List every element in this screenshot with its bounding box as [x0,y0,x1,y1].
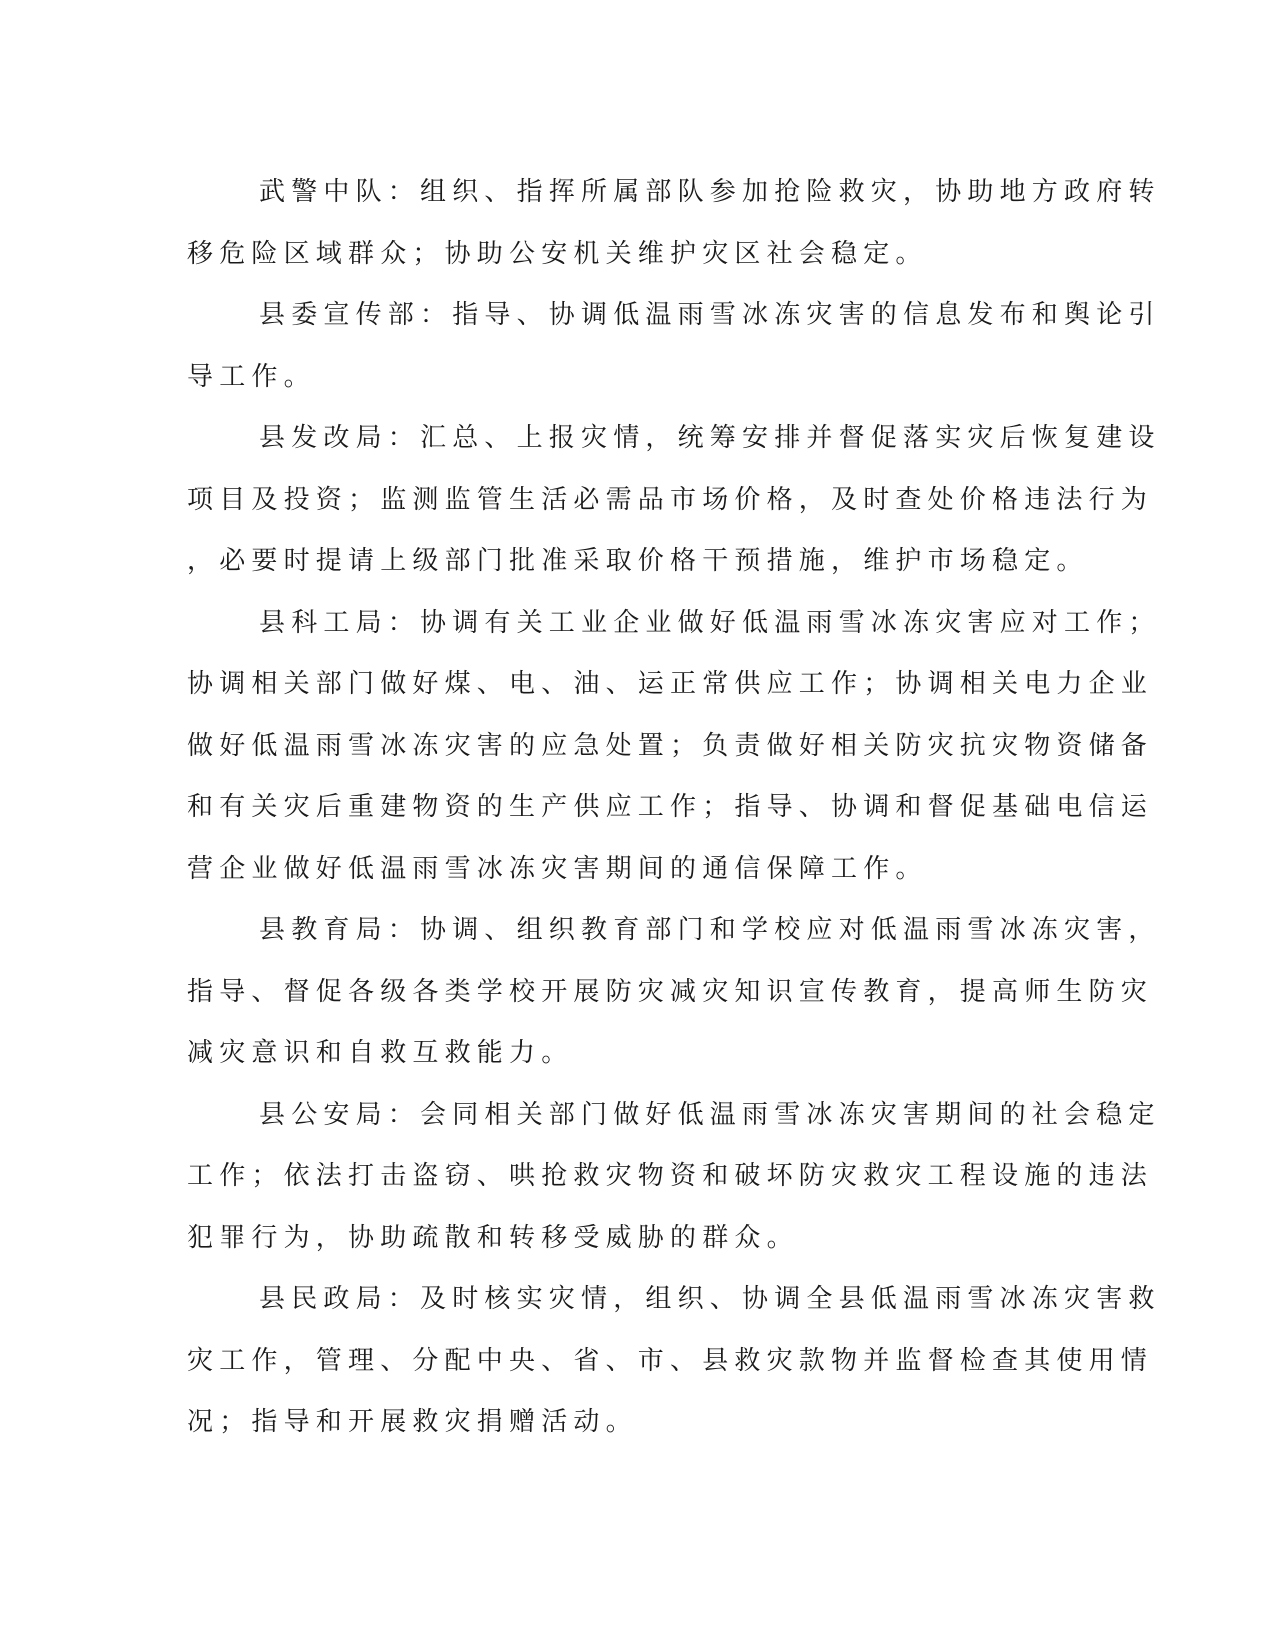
text-line: 县公安局：会同相关部门做好低温雨雪冰冻灾害期间的社会稳定 [259,1099,1161,1130]
paragraph-education-bureau [187,900,1161,1085]
text-line: 协调相关部门做好煤、电、油、运正常供应工作；协调相关电力企业 [187,669,1154,699]
paragraph-civil-affairs-bureau [187,1269,1161,1454]
text-line: 犯罪行为，协助疏散和转移受威胁的群众。 [187,1222,799,1253]
text-line: 指导、督促各级各类学校开展防灾减灾知识宣传教育，提高师生防灾 [187,976,1154,1007]
text-line: 县民政局：及时核实灾情，组织、协调全县低温雨雪冰冻灾害救 [259,1284,1161,1314]
text-line: 县科工局：协调有关工业企业做好低温雨雪冰冻灾害应对工作； [259,607,1161,638]
text-line: 县发改局：汇总、上报灾情，统筹安排并督促落实灾后恢复建设 [259,423,1161,453]
text-line: 项目及投资；监测监管生活必需品市场价格，及时查处价格违法行为 [187,484,1154,515]
paragraph-armed-police [187,162,1161,285]
text-line: 移危险区域群众；协助公安机关维护灾区社会稳定。 [187,238,928,269]
text-line: 灾工作，管理、分配中央、省、市、县救灾款物并监督检查其使用情 [187,1345,1154,1376]
text-line: 工作；依法打击盗窃、哄抢救灾物资和破坏防灾救灾工程设施的违法 [187,1161,1154,1191]
paragraph-propaganda-dept [187,285,1161,408]
text-line: ，必要时提请上级部门批准采取价格干预措施，维护市场稳定。 [187,546,1089,576]
text-line: 县委宣传部：指导、协调低温雨雪冰冻灾害的信息发布和舆论引 [259,300,1161,330]
text-line: 做好低温雨雪冰冻灾害的应急处置；负责做好相关防灾抗灾物资储备 [187,730,1154,761]
text-line: 况；指导和开展救灾捐赠活动。 [187,1407,638,1437]
text-line: 营企业做好低温雨雪冰冻灾害期间的通信保障工作。 [187,853,928,884]
paragraph-science-industry-bureau [187,593,1161,901]
paragraph-public-security-bureau [187,1085,1161,1270]
text-line: 县教育局：协调、组织教育部门和学校应对低温雨雪冰冻灾害， [259,915,1161,945]
document-body [187,162,1161,1454]
paragraph-development-reform-bureau [187,408,1161,593]
text-line: 和有关灾后重建物资的生产供应工作；指导、协调和督促基础电信运 [187,792,1154,822]
text-line: 导工作。 [187,361,316,392]
text-line: 武警中队：组织、指挥所属部队参加抢险救灾，协助地方政府转 [259,177,1161,207]
text-line: 减灾意识和自救互救能力。 [187,1038,574,1068]
